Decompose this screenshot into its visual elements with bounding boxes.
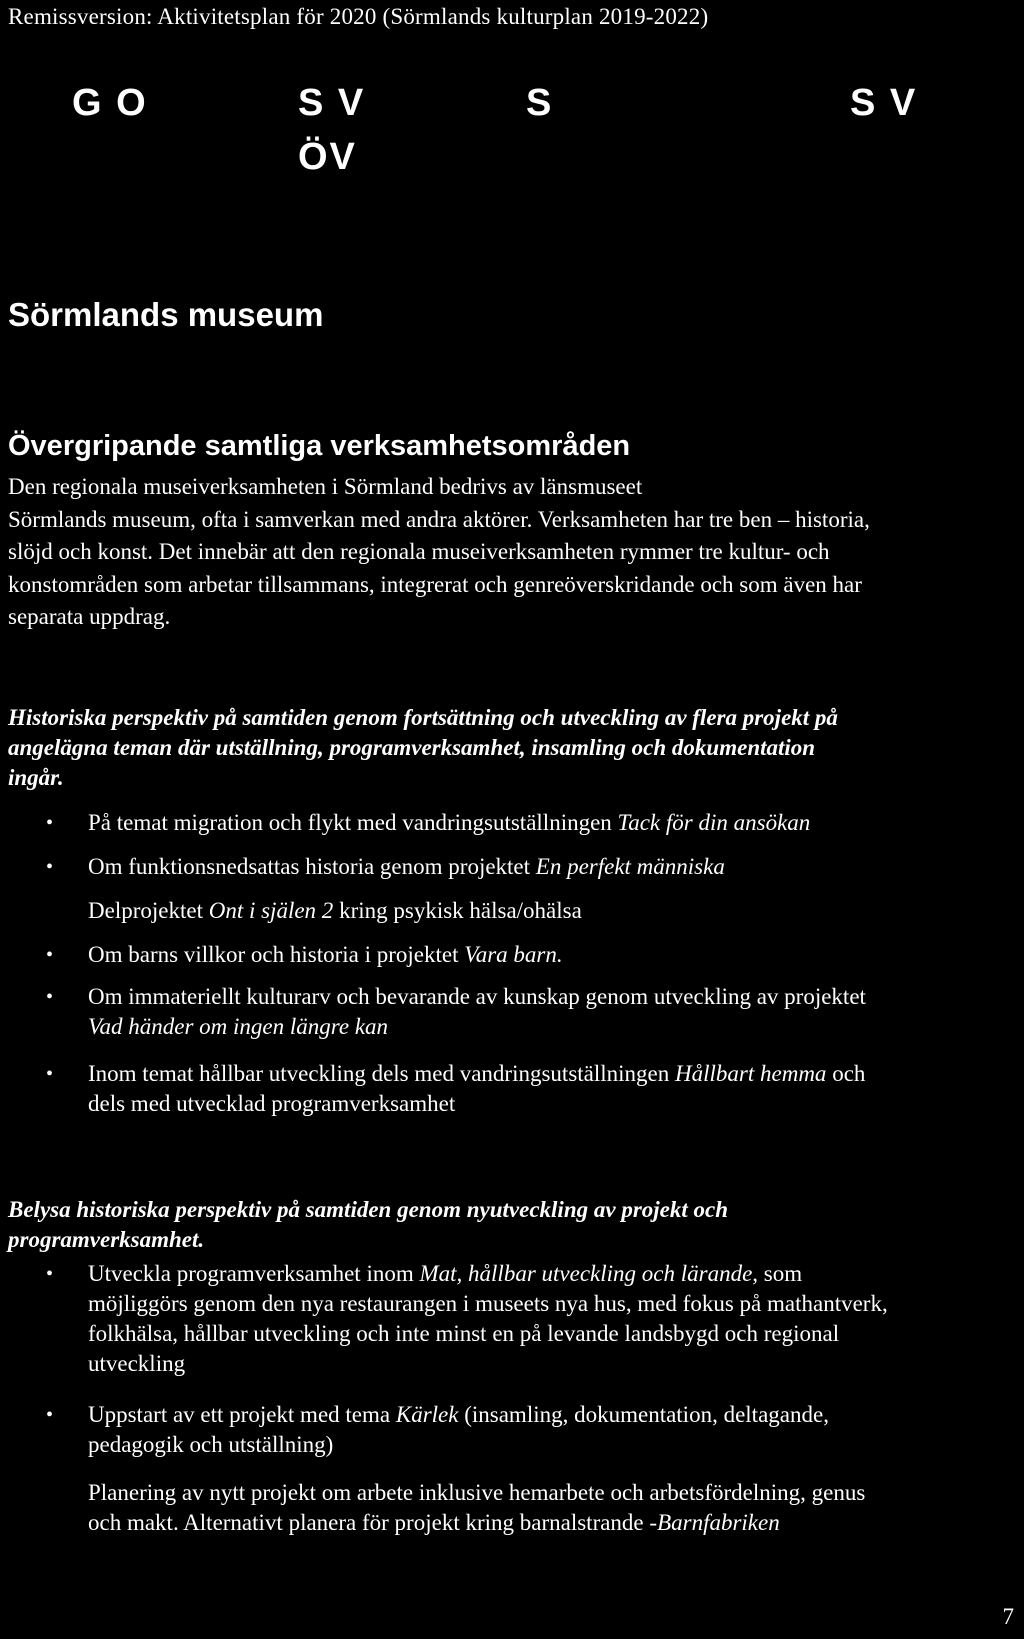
item-text: och <box>826 1061 866 1086</box>
intro-line: slöjd och konst. Det innebär att den regionala museiverksamheten rymmer tre kultur- och <box>8 539 830 564</box>
bullet-list <box>8 808 1018 838</box>
item-text: folkhälsa, hållbar utveckling och inte minst en på levande landsbygd och regional <box>88 1321 840 1346</box>
intro-line: separata uppdrag. <box>8 604 171 629</box>
paragraph <box>8 1478 865 1538</box>
bullet-list <box>8 1059 1018 1119</box>
heading-fragment: S <box>526 82 554 124</box>
item-text: På temat migration och flykt med vandringsutställningen <box>88 810 618 835</box>
section-title: Övergripande samtliga verksamhetsområden <box>8 430 631 462</box>
heading-fragment: S V <box>298 82 366 124</box>
list-item <box>8 808 1018 838</box>
item-text: möjliggörs genom den nya restaurangen i museets nya hus, med fokus på mathantverk, <box>88 1291 888 1316</box>
block-heading: Historiska perspektiv på samtiden genom fortsättning och utveckling av flera projekt på <box>8 705 838 730</box>
intro-paragraph <box>8 471 1018 634</box>
item-text: som <box>758 1261 803 1286</box>
item-text: (insamling, dokumentation, deltagande, <box>458 1402 829 1427</box>
page-number: 7 <box>1002 1604 1014 1629</box>
sub-item <box>8 896 582 926</box>
intro-line: Den regionala museiverksamheten i Sörmland bedrivs av länsmuseet <box>8 474 643 499</box>
item-text: Om barns villkor och historia i projektet <box>88 942 465 967</box>
item-title: Mat, hållbar utveckling och lärande, <box>419 1261 759 1286</box>
section-historiska-perspektiv <box>8 703 1018 793</box>
bullet-list <box>8 940 1018 970</box>
item-text: Uppstart av ett projekt med tema <box>88 1402 396 1427</box>
item-text: Om immateriellt kulturarv och bevarande av kunskap genom utveckling av projektet <box>88 984 866 1009</box>
heading-fragment: ÖV <box>298 136 357 178</box>
item-text: Om funktionsnedsattas historia genom projektet <box>88 854 536 879</box>
item-text: Planering av nytt projekt om arbete inklusive hemarbete och arbetsfördelning, genus <box>88 1480 866 1505</box>
section-belysa-perspektiv <box>8 1195 1018 1255</box>
list-item <box>8 1259 1018 1379</box>
item-text: pedagogik och utställning) <box>88 1432 334 1457</box>
item-text: Delprojektet <box>88 898 209 923</box>
item-text: Inom temat hållbar utveckling dels med vandringsutställningen <box>88 1061 676 1086</box>
bullet-list <box>8 982 1018 1042</box>
item-title: Kärlek <box>395 1402 459 1427</box>
item-title: Vad händer om ingen längre kan <box>88 1014 389 1039</box>
item-text: kring psykisk hälsa/ohälsa <box>333 898 582 923</box>
item-text: Utveckla programverksamhet inom <box>88 1261 420 1286</box>
intro-line: Sörmlands museum, ofta i samverkan med andra aktörer. Verksamheten har tre ben – historia, <box>8 506 870 532</box>
bullet-list <box>8 1400 1018 1460</box>
list-item <box>8 982 1018 1042</box>
item-text: och makt. Alternativt planera för projekt kring barnalstrande - <box>88 1510 658 1535</box>
list-item <box>8 940 1018 970</box>
heading-fragment: S V <box>850 82 918 124</box>
item-title: Tack för din ansökan <box>617 810 811 835</box>
block-heading: programverksamhet. <box>8 1227 205 1252</box>
list-item <box>8 852 1018 882</box>
museum-title: Sörmlands museum <box>8 296 324 333</box>
intro-line: konstområden som arbetar tillsammans, integrerat och genreöverskridande och som även har <box>8 571 862 597</box>
item-title: En perfekt människa <box>535 854 725 879</box>
block-heading: angelägna teman där utställning, programverksamhet, insamling och dokumentation <box>8 735 816 760</box>
item-title: Barnfabriken <box>657 1510 780 1535</box>
heading-fragment: G O <box>72 82 148 124</box>
document-header: Remissversion: Aktivitetsplan för 2020 (Sörmlands kulturplan 2019-2022) <box>8 4 709 29</box>
list-item <box>8 1400 1018 1460</box>
block-heading: ingår. <box>8 765 64 790</box>
bullet-list <box>8 1259 1018 1379</box>
item-title: Ont i själen 2 <box>208 898 334 923</box>
bullet-list <box>8 852 1018 882</box>
item-title: Hållbart hemma <box>675 1061 827 1086</box>
block-heading: Belysa historiska perspektiv på samtiden genom nyutveckling av projekt och <box>8 1197 729 1222</box>
item-text: dels med utvecklad programverksamhet <box>88 1091 456 1116</box>
item-title: Vara barn. <box>464 942 563 967</box>
item-text: utveckling <box>88 1351 186 1376</box>
list-item <box>8 1059 1018 1119</box>
